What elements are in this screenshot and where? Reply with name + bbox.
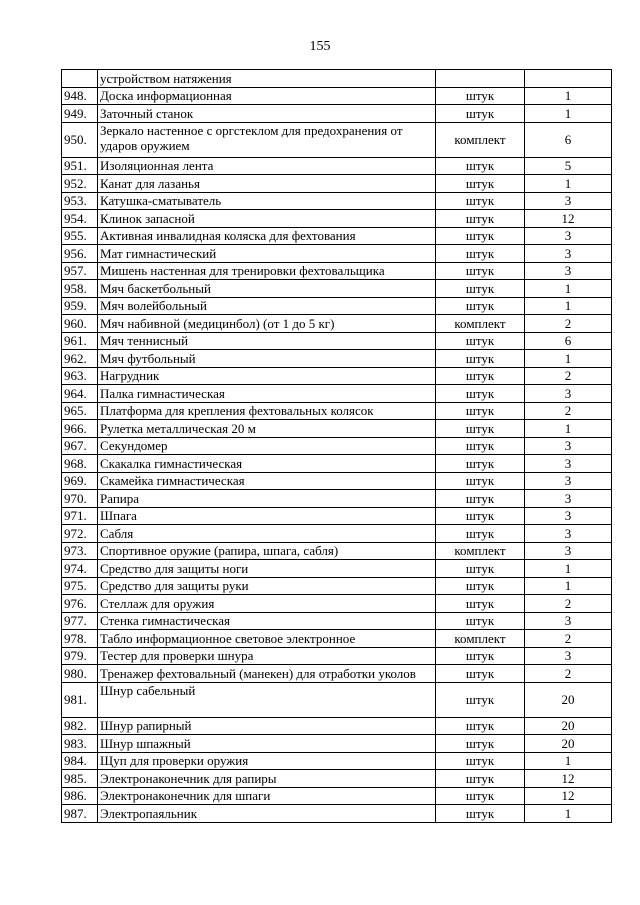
table-row <box>62 367 612 385</box>
unit-of-measure: штук <box>436 560 525 578</box>
row-number: 985. <box>62 770 98 788</box>
row-number: 966. <box>62 420 98 438</box>
unit-of-measure: штук <box>436 577 525 595</box>
row-number: 976. <box>62 595 98 613</box>
quantity: 1 <box>525 280 612 298</box>
page-number: 155 <box>309 39 331 54</box>
row-number: 958. <box>62 280 98 298</box>
item-name: Катушка-сматыватель <box>98 192 436 210</box>
unit-of-measure: комплект <box>436 630 525 648</box>
unit-of-measure: комплект <box>436 315 525 333</box>
quantity: 3 <box>525 385 612 403</box>
table-row <box>62 717 612 735</box>
table-row <box>62 402 612 420</box>
row-number: 965. <box>62 402 98 420</box>
item-name: Стенка гимнастическая <box>98 612 436 630</box>
row-number: 949. <box>62 105 98 123</box>
item-name: Рулетка металлическая 20 м <box>98 420 436 438</box>
table-row <box>62 262 612 280</box>
unit-of-measure: штук <box>436 280 525 298</box>
quantity: 3 <box>525 542 612 560</box>
quantity: 3 <box>525 437 612 455</box>
unit-of-measure: штук <box>436 612 525 630</box>
item-name: Палка гимнастическая <box>98 385 436 403</box>
table-row <box>62 385 612 403</box>
quantity: 20 <box>525 735 612 753</box>
item-name: Мяч волейбольный <box>98 297 436 315</box>
item-name: Мяч футбольный <box>98 350 436 368</box>
unit-of-measure: штук <box>436 262 525 280</box>
row-number: 980. <box>62 665 98 683</box>
table-row <box>62 490 612 508</box>
unit-of-measure: штук <box>436 752 525 770</box>
row-number: 954. <box>62 210 98 228</box>
unit-of-measure: штук <box>436 210 525 228</box>
item-name: Мишень настенная для тренировки фехтовальщика <box>98 262 436 280</box>
table-row <box>62 105 612 123</box>
item-name: Электронаконечник для шпаги <box>98 787 436 805</box>
row-number: 962. <box>62 350 98 368</box>
item-name: Шпага <box>98 507 436 525</box>
quantity: 3 <box>525 245 612 263</box>
quantity: 1 <box>525 105 612 123</box>
unit-of-measure: штук <box>436 297 525 315</box>
row-number: 963. <box>62 367 98 385</box>
quantity: 3 <box>525 262 612 280</box>
item-name: Табло информационное световое электронное <box>98 630 436 648</box>
item-name: Средство для защиты ноги <box>98 560 436 578</box>
unit-of-measure: штук <box>436 682 525 717</box>
row-number: 983. <box>62 735 98 753</box>
quantity: 1 <box>525 752 612 770</box>
unit-of-measure: штук <box>436 770 525 788</box>
unit-of-measure: комплект <box>436 542 525 560</box>
quantity: 3 <box>525 507 612 525</box>
unit-of-measure: штук <box>436 350 525 368</box>
row-number: 969. <box>62 472 98 490</box>
table-row <box>62 227 612 245</box>
row-number: 987. <box>62 805 98 823</box>
quantity: 20 <box>525 682 612 717</box>
quantity: 12 <box>525 787 612 805</box>
quantity: 2 <box>525 630 612 648</box>
unit-of-measure: штук <box>436 805 525 823</box>
table-row <box>62 787 612 805</box>
table-row <box>62 455 612 473</box>
unit-of-measure: штук <box>436 507 525 525</box>
table-row <box>62 472 612 490</box>
table-row <box>62 437 612 455</box>
unit-of-measure <box>436 70 525 88</box>
item-name: Скакалка гимнастическая <box>98 455 436 473</box>
unit-of-measure: штук <box>436 332 525 350</box>
row-number <box>62 70 98 88</box>
equipment-table <box>61 69 612 823</box>
item-name: Скамейка гимнастическая <box>98 472 436 490</box>
item-name: Сабля <box>98 525 436 543</box>
table-row <box>62 70 612 88</box>
unit-of-measure: штук <box>436 245 525 263</box>
unit-of-measure: штук <box>436 385 525 403</box>
quantity: 3 <box>525 227 612 245</box>
row-number: 977. <box>62 612 98 630</box>
row-number: 970. <box>62 490 98 508</box>
quantity: 12 <box>525 210 612 228</box>
item-name: Клинок запасной <box>98 210 436 228</box>
unit-of-measure: штук <box>436 227 525 245</box>
unit-of-measure: штук <box>436 87 525 105</box>
row-number: 973. <box>62 542 98 560</box>
quantity: 20 <box>525 717 612 735</box>
quantity: 2 <box>525 595 612 613</box>
item-name: Секундомер <box>98 437 436 455</box>
table-row <box>62 577 612 595</box>
row-number: 975. <box>62 577 98 595</box>
row-number: 955. <box>62 227 98 245</box>
quantity: 1 <box>525 297 612 315</box>
table-row <box>62 630 612 648</box>
item-name: Тестер для проверки шнура <box>98 647 436 665</box>
table-row <box>62 420 612 438</box>
unit-of-measure: штук <box>436 717 525 735</box>
table-row <box>62 560 612 578</box>
item-name: устройством натяжения <box>98 70 436 88</box>
item-name: Щуп для проверки оружия <box>98 752 436 770</box>
row-number: 968. <box>62 455 98 473</box>
table-row <box>62 752 612 770</box>
item-name: Изоляционная лента <box>98 157 436 175</box>
row-number: 950. <box>62 122 98 157</box>
table-row <box>62 245 612 263</box>
unit-of-measure: штук <box>436 437 525 455</box>
unit-of-measure: штук <box>436 192 525 210</box>
row-number: 956. <box>62 245 98 263</box>
quantity: 1 <box>525 560 612 578</box>
quantity: 6 <box>525 332 612 350</box>
unit-of-measure: штук <box>436 735 525 753</box>
table-row <box>62 297 612 315</box>
row-number: 986. <box>62 787 98 805</box>
item-name: Рапира <box>98 490 436 508</box>
unit-of-measure: штук <box>436 472 525 490</box>
table-row <box>62 507 612 525</box>
row-number: 952. <box>62 175 98 193</box>
table-row <box>62 735 612 753</box>
unit-of-measure: штук <box>436 105 525 123</box>
quantity: 1 <box>525 420 612 438</box>
quantity: 2 <box>525 402 612 420</box>
unit-of-measure: штук <box>436 367 525 385</box>
quantity: 12 <box>525 770 612 788</box>
table-row <box>62 175 612 193</box>
quantity: 2 <box>525 665 612 683</box>
table-row <box>62 682 612 717</box>
item-name: Заточный станок <box>98 105 436 123</box>
quantity: 6 <box>525 122 612 157</box>
unit-of-measure: штук <box>436 595 525 613</box>
quantity: 3 <box>525 612 612 630</box>
item-name: Мяч баскетбольный <box>98 280 436 298</box>
item-name: Шнур сабельный <box>98 682 436 717</box>
quantity: 2 <box>525 367 612 385</box>
table-row <box>62 647 612 665</box>
item-name: Стеллаж для оружия <box>98 595 436 613</box>
row-number: 957. <box>62 262 98 280</box>
item-name: Платформа для крепления фехтовальных колясок <box>98 402 436 420</box>
unit-of-measure: штук <box>436 157 525 175</box>
row-number: 982. <box>62 717 98 735</box>
item-name: Мяч теннисный <box>98 332 436 350</box>
item-name: Активная инвалидная коляска для фехтования <box>98 227 436 245</box>
table-row <box>62 210 612 228</box>
equipment-table-body <box>62 70 612 823</box>
row-number: 967. <box>62 437 98 455</box>
item-name: Мяч набивной (медицинбол) (от 1 до 5 кг) <box>98 315 436 333</box>
quantity: 3 <box>525 192 612 210</box>
quantity: 3 <box>525 525 612 543</box>
unit-of-measure: штук <box>436 175 525 193</box>
item-name: Средство для защиты руки <box>98 577 436 595</box>
quantity <box>525 70 612 88</box>
item-name: Тренажер фехтовальный (манекен) для отработки уколов <box>98 665 436 683</box>
item-name: Электронаконечник для рапиры <box>98 770 436 788</box>
table-row <box>62 350 612 368</box>
row-number: 961. <box>62 332 98 350</box>
row-number: 978. <box>62 630 98 648</box>
table-row <box>62 332 612 350</box>
quantity: 3 <box>525 490 612 508</box>
table-row <box>62 612 612 630</box>
row-number: 979. <box>62 647 98 665</box>
quantity: 3 <box>525 647 612 665</box>
row-number: 972. <box>62 525 98 543</box>
item-name: Электропаяльник <box>98 805 436 823</box>
quantity: 1 <box>525 577 612 595</box>
row-number: 984. <box>62 752 98 770</box>
row-number: 960. <box>62 315 98 333</box>
table-row <box>62 157 612 175</box>
unit-of-measure: штук <box>436 490 525 508</box>
table-row <box>62 315 612 333</box>
item-name: Зеркало настенное с оргстеклом для предохранения от ударов оружием <box>98 122 436 157</box>
item-name: Нагрудник <box>98 367 436 385</box>
row-number: 951. <box>62 157 98 175</box>
quantity: 3 <box>525 472 612 490</box>
table-row <box>62 280 612 298</box>
quantity: 1 <box>525 350 612 368</box>
quantity: 5 <box>525 157 612 175</box>
table-row <box>62 595 612 613</box>
unit-of-measure: штук <box>436 787 525 805</box>
table-row <box>62 805 612 823</box>
item-name: Мат гимнастический <box>98 245 436 263</box>
table-row <box>62 542 612 560</box>
item-name: Спортивное оружие (рапира, шпага, сабля) <box>98 542 436 560</box>
table-row <box>62 122 612 157</box>
row-number: 981. <box>62 682 98 717</box>
table-row <box>62 525 612 543</box>
unit-of-measure: штук <box>436 402 525 420</box>
row-number: 948. <box>62 87 98 105</box>
quantity: 1 <box>525 805 612 823</box>
row-number: 974. <box>62 560 98 578</box>
row-number: 964. <box>62 385 98 403</box>
item-name: Шнур шпажный <box>98 735 436 753</box>
quantity: 1 <box>525 175 612 193</box>
unit-of-measure: штук <box>436 525 525 543</box>
item-name: Канат для лазанья <box>98 175 436 193</box>
table-row <box>62 665 612 683</box>
unit-of-measure: комплект <box>436 122 525 157</box>
row-number: 959. <box>62 297 98 315</box>
unit-of-measure: штук <box>436 455 525 473</box>
row-number: 971. <box>62 507 98 525</box>
unit-of-measure: штук <box>436 420 525 438</box>
row-number: 953. <box>62 192 98 210</box>
item-name: Доска информационная <box>98 87 436 105</box>
table-row <box>62 192 612 210</box>
quantity: 1 <box>525 87 612 105</box>
unit-of-measure: штук <box>436 647 525 665</box>
item-name: Шнур рапирный <box>98 717 436 735</box>
quantity: 2 <box>525 315 612 333</box>
quantity: 3 <box>525 455 612 473</box>
unit-of-measure: штук <box>436 665 525 683</box>
table-row <box>62 770 612 788</box>
table-row <box>62 87 612 105</box>
